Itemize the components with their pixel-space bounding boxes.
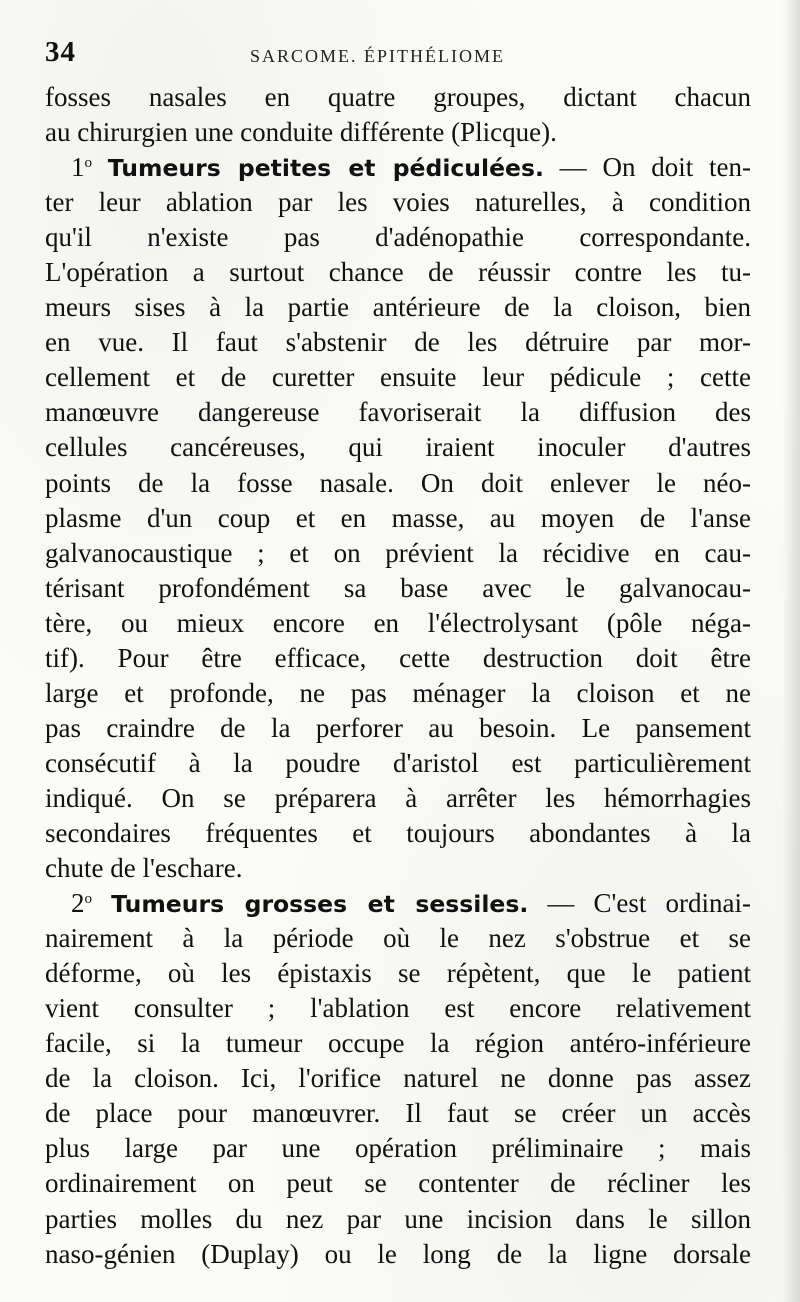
body-text [45, 80, 751, 1272]
text-line: indiqué. On se préparera à arrêter les hémorrhagies [45, 782, 751, 813]
page-number: 34 [45, 36, 76, 68]
text-line: térisant profondément sa base avec le galvanocau- [45, 572, 751, 603]
section-heading-line: 2$^o$ Tumeurs grosses et sessiles. — C'est ordinai- [71, 888, 751, 919]
text-line: de la cloison. Ici, l'orifice naturel ne donne pas assez [45, 1063, 751, 1094]
text-line: galvanocaustique ; et on prévient la récidive en cau- [45, 537, 751, 568]
text-line: vient consulter ; l'ablation est encore relativement [45, 993, 751, 1024]
text-line: fosses nasales en quatre groupes, dictant chacun [45, 82, 751, 112]
text-line: qu'il n'existe pas d'adénopathie correspondante. [45, 222, 751, 253]
text-line: cellement et de curetter ensuite leur pédicule ; cette [45, 362, 751, 393]
text-line: meurs sises à la partie antérieure de la cloison, bien [45, 292, 751, 323]
section-heading: Tumeurs grosses et sessiles. [111, 890, 529, 919]
text-line: ordinairement on peut se contenter de récliner les [45, 1168, 751, 1199]
text-line: déforme, où les épistaxis se répètent, que le patient [45, 958, 751, 989]
text-line: facile, si la tumeur occupe la région antéro-inférieure [45, 1028, 751, 1059]
text-line: consécutif à la poudre d'aristol est particulièrement [45, 747, 751, 778]
text-line: naso-génien (Duplay) ou le long de la ligne dorsale [45, 1238, 751, 1269]
text-line: tif). Pour être efficace, cette destruction doit être [45, 642, 751, 673]
section-heading-line: 1$^o$ Tumeurs petites et pédiculées. — On doit ten- [71, 152, 751, 183]
running-head: SARCOME. ÉPITHÉLIOME [250, 46, 505, 66]
text-line: cellules cancéreuses, qui iraient inoculer d'autres [45, 432, 751, 463]
text-line: ter leur ablation par les voies naturelles, à condition [45, 187, 751, 218]
section-number-ordinal: o [84, 891, 92, 908]
text-line: au chirurgien une conduite différente (Plicque). [45, 117, 557, 148]
section-heading: Tumeurs petites et pédiculées. [107, 154, 544, 183]
text-line: chute de l'eschare. [45, 853, 243, 884]
text-line: plasme d'un coup et en masse, au moyen de l'anse [45, 502, 751, 533]
text-line: plus large par une opération préliminaire ; mais [45, 1133, 751, 1164]
text-line: de place pour manœuvrer. Il faut se créer un accès [45, 1098, 751, 1129]
section-number-ordinal: o [84, 155, 92, 172]
text-line: points de la fosse nasale. On doit enlever le néo- [45, 467, 751, 498]
section-number: 2 [71, 888, 85, 919]
text-line: en vue. Il faut s'abstenir de les détruire par mor- [45, 327, 751, 358]
text-line: L'opération a surtout chance de réussir contre les tu- [45, 257, 751, 288]
text-line: pas craindre de la perforer au besoin. Le pansement [45, 712, 751, 743]
text-line: tère, ou mieux encore en l'électrolysant (pôle néga- [45, 607, 751, 638]
text-line: secondaires fréquentes et toujours abondantes à la [45, 817, 751, 848]
text-line: large et profonde, ne pas ménager la cloison et ne [45, 677, 751, 708]
text-line: nairement à la période où le nez s'obstrue et se [45, 923, 751, 954]
section-number: 1 [71, 152, 85, 183]
text-line: parties molles du nez par une incision dans le sillon [45, 1203, 751, 1234]
page-edge-shadow [782, 0, 800, 1302]
page-header [45, 36, 760, 72]
text-line: manœuvre dangereuse favoriserait la diffusion des [45, 397, 751, 428]
